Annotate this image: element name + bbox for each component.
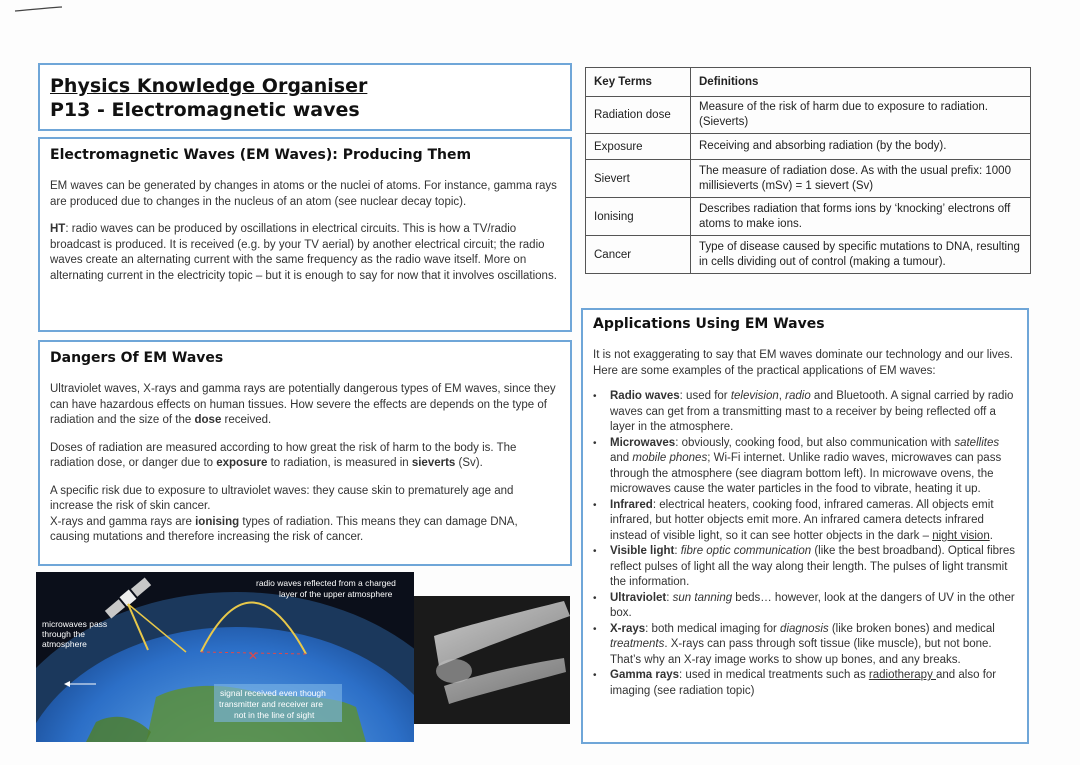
text-span: ; Wi-Fi internet. Unlike radio waves, microwaves can pass through the atmosphere (see diagram bottom left). In microwave ovens, the microwaves cause the water particles in the food to vibrate, heating it up. [610, 452, 1002, 495]
header-definitions: Definitions [691, 68, 1031, 97]
definition-cell: Describes radiation that forms ions by ‘knocking’ electrons off atoms to make ions. [691, 198, 1031, 236]
table-row [586, 236, 1031, 274]
header-key-terms: Key Terms [586, 68, 691, 97]
bone-joint [436, 659, 472, 683]
list-item-microwaves [593, 436, 1017, 498]
producing-heading: Electromagnetic Waves (EM Waves): Producing Them [50, 147, 472, 163]
definition-cell: The measure of radiation dose. As with the usual prefix: 1000 millisieverts (mSv) = 1 sievert (Sv) [691, 160, 1031, 198]
term-cell: Sievert [586, 160, 691, 198]
dangers-paragraph-3 [50, 484, 560, 546]
keyword-sieverts: sieverts [411, 457, 456, 469]
text-span: television [730, 390, 779, 402]
text-span: Ultraviolet waves, X-rays and gamma rays are potentially dangerous types of EM waves, since they can have hazardous effects on human tissues. How severe the effects are depends on the type of radiation and the size of the [50, 383, 556, 426]
text-span: beds… however, look at the dangers of UV in the other box. [610, 591, 1015, 619]
text-span: (like the best broadband). Optical fibres reflect pulses of light all the way along their length. The pulses of light transmit the information. [610, 545, 1016, 588]
table-row [586, 134, 1031, 160]
applications-intro: It is not exaggerating to say that EM waves dominate our technology and our lives. Here are some examples of the practical applications of EM waves: [593, 349, 1013, 377]
bullet: • [593, 623, 597, 635]
title-box [38, 63, 572, 131]
list-item-radio [593, 389, 1017, 436]
text-span: radio [785, 390, 811, 402]
list-item-ultraviolet [593, 591, 1017, 622]
item-name: X-rays [610, 622, 646, 635]
producing-section [38, 137, 572, 332]
page-title: Physics Knowledge Organiser [50, 75, 368, 97]
bullet: • [593, 437, 597, 449]
text-span: . [989, 529, 993, 542]
list-item-xrays [593, 622, 1017, 669]
table-row [586, 97, 1031, 134]
item-name: Ultraviolet [610, 591, 667, 604]
diagram-label-reflected: radio waves reflected from a charged layer of the upper atmosphere [256, 578, 396, 599]
keyword-ionising: ionising [195, 515, 240, 528]
bullet: • [593, 592, 597, 604]
item-name: Gamma rays [610, 669, 680, 681]
dangers-text [50, 382, 560, 546]
dangers-paragraph-1 [50, 382, 560, 429]
ht-text: : radio waves can be produced by oscillations in electrical circuits. This is how a TV/radio broadcast is produced. It is received (e.g. by your TV aerial) by another electrical circuit; the radio waves create an alternating current with the same frequency as the radio wave itself. More on alternating current in the electricity topic – but it is enough to say for now that it involves oscillations. [50, 223, 557, 282]
diagram-label-signal: signal received even though transmitter and receiver are not in the line of sight [219, 688, 326, 720]
table-row [586, 198, 1031, 236]
bullet: • [593, 499, 597, 511]
text-span: received. [221, 414, 272, 426]
term-cell: Cancer [586, 236, 691, 274]
keyword-dose: dose [194, 414, 222, 426]
term-cell: Ionising [586, 198, 691, 236]
table-header-row [586, 68, 1031, 97]
text-span: and [610, 452, 633, 464]
text-span: and Bluetooth. A signal carried by radio waves can get from a transmitting mast to a receiver by being reflected off a layer in the atmosphere. [610, 390, 1014, 433]
bullet: • [593, 670, 597, 681]
text-span: : electrical heaters, cooking food, infrared cameras. All objects emit infrared, but hotter objects emit more. An infrared camera detects infrared instead of visible light, so it can see hotter objects in the dark – [610, 498, 994, 542]
text-span: satellites [954, 436, 1000, 449]
text-span: to radiation, is measured in [267, 457, 412, 469]
text-span: : [666, 591, 673, 604]
text-span: treatments [610, 638, 665, 650]
text-span: night vision [932, 529, 990, 542]
text-span: mobile phones [632, 452, 708, 464]
ht-label: HT [50, 223, 66, 235]
producing-text [50, 179, 560, 284]
pen-mark [14, 5, 64, 13]
item-name: Microwaves [610, 436, 676, 449]
item-name: Radio waves [610, 390, 680, 402]
text-span: : obviously, cooking food, but also communication with [675, 436, 955, 449]
definition-cell: Measure of the risk of harm due to exposure to radiation. (Sieverts) [691, 97, 1031, 134]
text-span: and also for imaging (see radiation topic) [610, 669, 997, 697]
keyword-exposure: exposure [216, 457, 268, 469]
table-row [586, 160, 1031, 198]
definition-cell: Type of disease caused by specific mutations to DNA, resulting in cells dividing out of control (making a tumour). [691, 236, 1031, 274]
diagram-label-microwaves: microwaves pass through the atmosphere [42, 619, 108, 649]
text-span: sun tanning [672, 591, 733, 604]
bullet: • [593, 546, 597, 557]
text-span: (like broken bones) and medical [828, 622, 995, 635]
producing-paragraph-1: EM waves can be generated by changes in atoms or the nuclei of atoms. For instance, gamma rays are produced due to changes in the nucleus of an atom (see nuclear decay topic). [50, 180, 557, 208]
term-cell: Radiation dose [586, 97, 691, 134]
item-name: Visible light [610, 545, 675, 557]
text-span: diagnosis [780, 622, 829, 635]
text-span: (Sv). [455, 457, 483, 469]
text-span: types of radiation. This means they can damage DNA, causing mutations and therefore increasing the risk of cancer. [50, 515, 518, 543]
applications-section [581, 308, 1029, 744]
cross-icon: ✕ [248, 649, 259, 663]
list-item-infrared [593, 498, 1017, 545]
atmosphere-diagram-image [36, 572, 414, 742]
text-span: : used in medical treatments such as [679, 669, 869, 681]
text-span: : both medical imaging for [645, 622, 781, 635]
dangers-paragraph-2 [50, 441, 560, 472]
xray-photo-image [414, 596, 570, 724]
applications-heading: Applications Using EM Waves [593, 316, 825, 332]
text-span: fibre optic communication [680, 545, 812, 557]
term-cell: Exposure [586, 134, 691, 160]
text-span: Doses of radiation are measured according to how great the risk of harm to the body is. The radiation dose, or danger due to [50, 441, 517, 469]
dangers-heading: Dangers Of EM Waves [50, 350, 224, 366]
dangers-section [38, 340, 572, 566]
text-span: : used for [679, 390, 731, 402]
bullet: • [593, 391, 597, 402]
text-span: . X-rays can pass through soft tissue (like muscle), but not bone. That’s why an X-ray image works to show up bones, and any breaks. [610, 638, 992, 666]
key-terms-table [585, 67, 1031, 274]
applications-text [593, 348, 1017, 699]
text-span: : [674, 545, 681, 557]
producing-paragraph-2 [50, 222, 560, 284]
text-span: A specific risk due to exposure to ultraviolet waves: they cause skin to prematurely age and increase the risk of skin cancer. [50, 484, 514, 512]
definition-cell: Receiving and absorbing radiation (by the body). [691, 134, 1031, 160]
list-item-visible-light [593, 544, 1017, 591]
text-span: X-rays and gamma rays are [50, 515, 196, 528]
item-name: Infrared [610, 498, 653, 511]
list-item-gamma-rays [593, 668, 1017, 699]
text-span: , [778, 390, 786, 402]
applications-list [593, 389, 1017, 699]
page-subtitle: P13 - Electromagnetic waves [50, 99, 360, 121]
text-span: radiotherapy [868, 669, 937, 681]
